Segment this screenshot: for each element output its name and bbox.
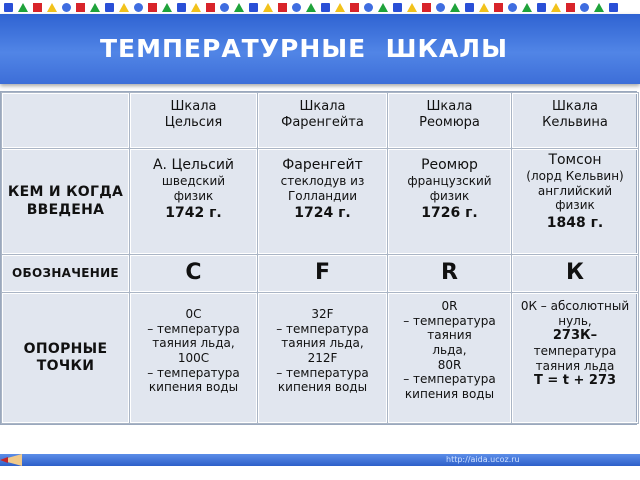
points-cell-reaumur xyxy=(388,293,512,424)
yellow-triangle-shape xyxy=(263,3,273,12)
yellow-triangle-shape xyxy=(335,3,345,12)
inventor-desc: физик xyxy=(173,188,214,203)
inventor-name: Реомюр xyxy=(421,157,478,173)
column-header-reaumur xyxy=(388,93,512,149)
point-line: таяния льда, xyxy=(152,336,235,351)
yellow-triangle-shape xyxy=(479,3,489,12)
green-triangle-shape xyxy=(378,3,388,12)
point-line: 0К – абсолютный xyxy=(520,299,630,313)
point-line: 32F xyxy=(311,307,334,321)
column-header-line: Цельсия xyxy=(164,114,223,130)
point-line: – температура xyxy=(403,372,496,387)
point-line: льда, xyxy=(432,342,467,357)
blue-square-shape xyxy=(321,3,330,12)
inventor-year: 1726 г. xyxy=(421,205,478,222)
inventor-year: 1848 г. xyxy=(546,214,604,231)
blue-square-shape xyxy=(4,3,13,12)
point-line: – температура xyxy=(147,321,240,336)
point-line: 100С xyxy=(177,350,210,365)
point-line: 212F xyxy=(307,350,338,365)
row-label-line: ТОЧКИ xyxy=(36,358,95,374)
yellow-triangle-shape xyxy=(119,3,129,12)
blue-square-shape xyxy=(105,3,114,12)
yellow-triangle-shape xyxy=(191,3,201,12)
who-cell-fahrenheit xyxy=(258,149,388,255)
row-label-line: ОПОРНЫЕ xyxy=(23,340,108,357)
point-line: таяния xyxy=(427,328,472,343)
inventor-name: Томсон xyxy=(548,152,602,168)
title-band xyxy=(0,14,640,84)
header-row xyxy=(2,93,639,149)
point-line: 80R xyxy=(437,357,462,372)
blue-square-shape xyxy=(177,3,186,12)
column-header-line: Реомюра xyxy=(419,114,480,130)
notation-kelvin: К xyxy=(512,255,639,293)
inventor-desc: шведский xyxy=(161,174,226,189)
green-triangle-shape xyxy=(306,3,316,12)
point-line: температура xyxy=(533,344,617,359)
point-line: 0R xyxy=(441,299,458,313)
point-line: таяния льда xyxy=(535,358,615,373)
green-triangle-shape xyxy=(18,3,28,12)
notation-row xyxy=(2,255,639,293)
column-header-line: Шкала xyxy=(552,99,598,114)
decorative-shape-strip xyxy=(0,0,640,14)
notation-reaumur: R xyxy=(388,255,512,293)
inventor-year: 1742 г. xyxy=(165,205,222,222)
red-square-shape xyxy=(33,3,42,12)
points-row xyxy=(2,293,639,424)
blue-square-shape xyxy=(249,3,258,12)
point-line: – температура xyxy=(276,321,369,336)
who-cell-reaumur xyxy=(388,149,512,255)
red-square-shape xyxy=(350,3,359,12)
point-line: – температура xyxy=(276,365,369,380)
point-line: кипения воды xyxy=(148,380,239,395)
points-cell-celsius xyxy=(130,293,258,424)
inventor-desc: физик xyxy=(555,198,595,213)
green-triangle-shape xyxy=(162,3,172,12)
inventor-desc: физик xyxy=(429,188,470,203)
green-triangle-shape xyxy=(450,3,460,12)
blue-ball-shape xyxy=(580,3,589,12)
red-square-shape xyxy=(76,3,85,12)
blue-ball-shape xyxy=(134,3,143,12)
notation-fahrenheit: F xyxy=(258,255,388,293)
column-header-celsius xyxy=(130,93,258,149)
temperature-scales-table xyxy=(1,92,639,424)
point-line: таяния льда, xyxy=(281,336,364,351)
row-label-notation: ОБОЗНАЧЕНИЕ xyxy=(2,255,130,293)
column-header-line: Фаренгейта xyxy=(281,114,364,130)
scales-table-wrapper xyxy=(0,91,637,425)
notation-celsius: С xyxy=(130,255,258,293)
who-cell-kelvin xyxy=(512,149,639,255)
point-line: кипения воды xyxy=(404,386,495,401)
blue-square-shape xyxy=(609,3,618,12)
yellow-triangle-shape xyxy=(47,3,57,12)
blue-ball-shape xyxy=(62,3,71,12)
blue-square-shape xyxy=(465,3,474,12)
blue-ball-shape xyxy=(436,3,445,12)
inventor-name: Фаренгейт xyxy=(282,157,363,173)
who-row xyxy=(2,149,639,255)
corner-cell xyxy=(2,93,130,149)
inventor-desc: стеклодув из xyxy=(280,174,365,189)
red-square-shape xyxy=(422,3,431,12)
column-header-line: Шкала xyxy=(170,99,217,114)
yellow-triangle-shape xyxy=(407,3,417,12)
slide-title: ТЕМПЕРАТУРНЫЕ ШКАЛЫ xyxy=(100,34,508,63)
column-header-line: Кельвина xyxy=(542,114,608,130)
green-triangle-shape xyxy=(522,3,532,12)
pencil-lead-icon xyxy=(0,457,8,463)
point-line: – температура xyxy=(403,313,496,328)
green-triangle-shape xyxy=(234,3,244,12)
point-line: 0С xyxy=(185,307,202,321)
column-header-line: Шкала xyxy=(426,99,473,114)
points-cell-fahrenheit xyxy=(258,293,388,424)
blue-square-shape xyxy=(393,3,402,12)
green-triangle-shape xyxy=(90,3,100,12)
row-label-who xyxy=(2,149,130,255)
red-square-shape xyxy=(206,3,215,12)
green-triangle-shape xyxy=(594,3,604,12)
blue-ball-shape xyxy=(364,3,373,12)
row-label-line: КЕМ И КОГДА xyxy=(7,184,124,201)
blue-ball-shape xyxy=(220,3,229,12)
red-square-shape xyxy=(566,3,575,12)
point-line: 273К– xyxy=(552,328,598,344)
yellow-triangle-shape xyxy=(551,3,561,12)
who-cell-celsius xyxy=(130,149,258,255)
column-header-line: Шкала xyxy=(299,99,346,114)
blue-ball-shape xyxy=(292,3,301,12)
row-label-points xyxy=(2,293,130,424)
row-label-line: ВВЕДЕНА xyxy=(26,201,105,218)
point-line: Т = t + 273 xyxy=(533,373,617,389)
point-line: – температура xyxy=(147,365,240,380)
inventor-desc: французский xyxy=(407,174,492,189)
inventor-desc: английский xyxy=(537,183,613,198)
blue-square-shape xyxy=(537,3,546,12)
column-header-kelvin xyxy=(512,93,639,149)
red-square-shape xyxy=(278,3,287,12)
inventor-desc: Голландии xyxy=(287,188,358,203)
inventor-name: А. Цельсий xyxy=(152,157,235,173)
red-square-shape xyxy=(148,3,157,12)
footer-url: http://aida.ucoz.ru xyxy=(446,455,520,464)
point-line: нуль, xyxy=(558,313,592,328)
blue-ball-shape xyxy=(508,3,517,12)
inventor-desc: (лорд Кельвин) xyxy=(526,169,624,184)
inventor-year: 1724 г. xyxy=(294,205,351,222)
point-line: кипения воды xyxy=(277,380,368,395)
pencil-bar xyxy=(0,454,640,466)
red-square-shape xyxy=(494,3,503,12)
column-header-fahrenheit xyxy=(258,93,388,149)
points-cell-kelvin xyxy=(512,293,639,424)
